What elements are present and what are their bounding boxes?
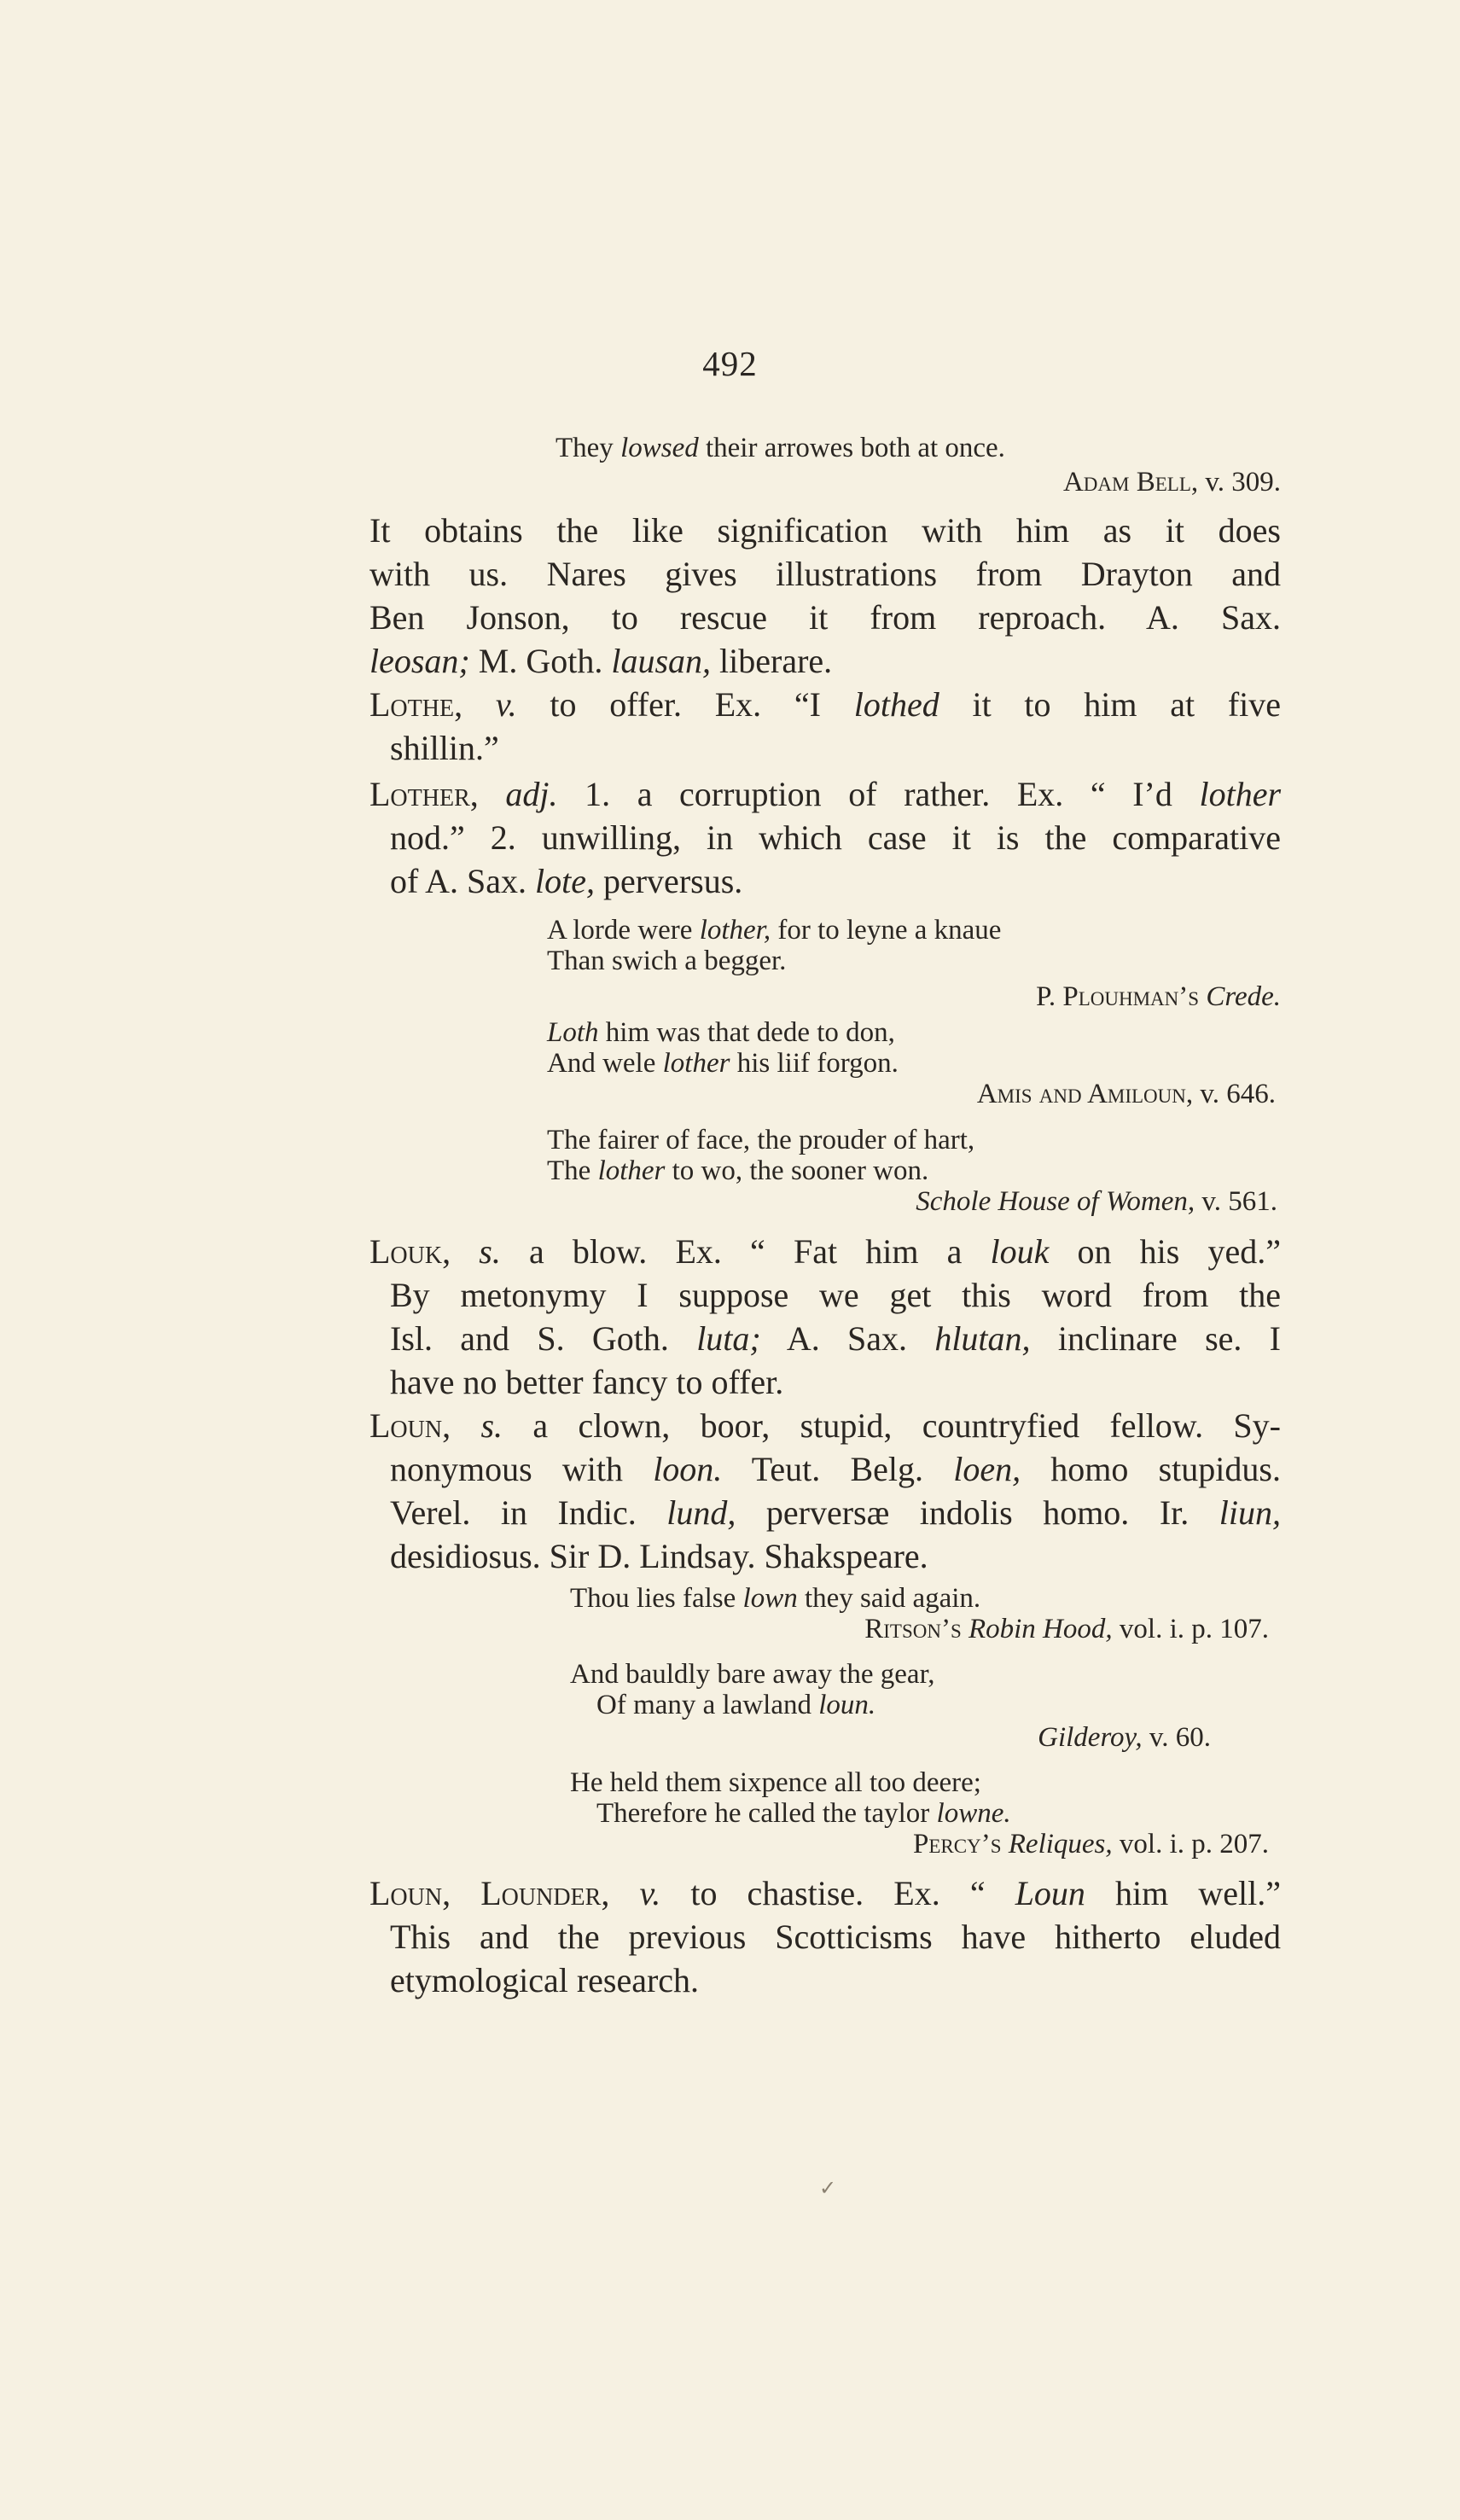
entry-loun-lounder: [369, 1871, 1281, 2002]
text-line: etymological research.: [390, 1961, 700, 1999]
text-line: desidiosus. Sir D. Lindsay. Shakspeare.: [390, 1537, 928, 1575]
quote-line: Loth him was that dede to don,: [547, 1017, 895, 1048]
text-line: nod.” 2. unwilling, in which case it is the comparative: [390, 818, 1281, 857]
text-line: leosan; M. Goth. lausan, liberare.: [369, 642, 833, 680]
text-line: of A. Sax. lote, perversus.: [390, 862, 743, 900]
text-line: shillin.”: [390, 729, 499, 767]
quotation-schole-house: [369, 1123, 1281, 1219]
entry-lother: [369, 772, 1281, 903]
entry-headword: Louk: [369, 1232, 443, 1271]
quote-line: He held them sixpence all too deere;: [570, 1767, 981, 1798]
quotation-ritson: [369, 1581, 1281, 1646]
quote-source: P. Plouhman’s Crede.: [1036, 981, 1281, 1012]
quote-line: The fairer of face, the prouder of hart,: [547, 1125, 975, 1155]
quote-line: Therefore he called the taylor lowne.: [596, 1798, 1011, 1829]
paragraph-lowse-continued: [369, 509, 1281, 683]
entry-first-line: Louk, s. a blow. Ex. “ Fat him a louk on his yed.”: [369, 1232, 1282, 1271]
text-line: Ben Jonson, to rescue it from reproach. A. Sax.: [369, 598, 1281, 637]
quotation-amis-amiloun: [369, 1016, 1281, 1111]
entry-loun: [369, 1404, 1281, 1578]
quote-line: Of many a lawland loun.: [596, 1690, 876, 1720]
entry-first-line: Lothe, v. to offer. Ex. “I lothed it to him at five: [369, 685, 1282, 724]
entry-first-line: Lother, adj. 1. a corruption of rather. Ex. “ I’d lother: [369, 775, 1282, 813]
quote-line: Thou lies false lown they said again.: [570, 1583, 981, 1614]
text-line: with us. Nares gives illustrations from Drayton and: [369, 555, 1281, 593]
entry-first-line: Loun, Lounder, v. to chastise. Ex. “ Loun him well.”: [369, 1874, 1281, 1912]
text-line: have no better fancy to offer.: [390, 1363, 784, 1401]
quotation-crede: [369, 913, 1281, 1014]
quote-source: Amis and Amiloun, v. 646.: [976, 1079, 1276, 1109]
text-line: By metonymy I suppose we get this word from the: [390, 1276, 1281, 1314]
quote-line: A lorde were lother, for to leyne a knaue: [547, 915, 1002, 946]
quote-line: And wele lother his liif forgon.: [547, 1048, 899, 1079]
quote-source: Percy’s Reliques, vol. i. p. 207.: [913, 1829, 1269, 1859]
quote-line: They lowsed their arrowes both at once.: [555, 433, 1005, 463]
entry-lothe: [369, 683, 1281, 770]
text-line: Isl. and S. Goth. luta; A. Sax. hlutan, inclinare se. I: [390, 1319, 1281, 1358]
text-line: Verel. in Indic. lund, perversæ indolis homo. Ir. liun,: [390, 1493, 1281, 1532]
text-line: It obtains the like signification with him as it does: [369, 511, 1281, 550]
quote-source: Ritson’s Robin Hood, vol. i. p. 107.: [864, 1614, 1269, 1644]
quote-source: Gilderoy, v. 60.: [1038, 1722, 1211, 1753]
entry-headword: Loun: [369, 1874, 443, 1912]
quote-line: The lother to wo, the sooner won.: [547, 1155, 929, 1186]
entry-louk: [369, 1230, 1281, 1404]
text-line: nonymous with loon. Teut. Belg. loen, homo stupidus.: [390, 1450, 1281, 1488]
quotation-percy: [369, 1766, 1281, 1861]
quote-line: And bauldly bare away the gear,: [570, 1659, 935, 1690]
pencil-tick-mark: ✓: [819, 2178, 837, 2200]
entry-first-line: Loun, s. a clown, boor, stupid, countryfied fellow. Sy-: [369, 1406, 1281, 1445]
entry-headword: Lothe: [369, 685, 455, 724]
text-line: This and the previous Scotticisms have hitherto eluded: [390, 1918, 1281, 1956]
quotation-gilderoy: [369, 1657, 1281, 1755]
entry-headword: Loun: [369, 1406, 443, 1445]
page-number: 492: [702, 344, 758, 383]
quote-line: Than swich a begger.: [547, 946, 787, 976]
quotation-adam-bell: [369, 431, 1281, 499]
quote-source: Schole House of Women, v. 561.: [916, 1186, 1277, 1217]
entry-headword: Lother: [369, 775, 470, 813]
quote-source: Adam Bell, v. 309.: [1062, 467, 1281, 498]
entry-headword: Lounder: [480, 1874, 602, 1912]
